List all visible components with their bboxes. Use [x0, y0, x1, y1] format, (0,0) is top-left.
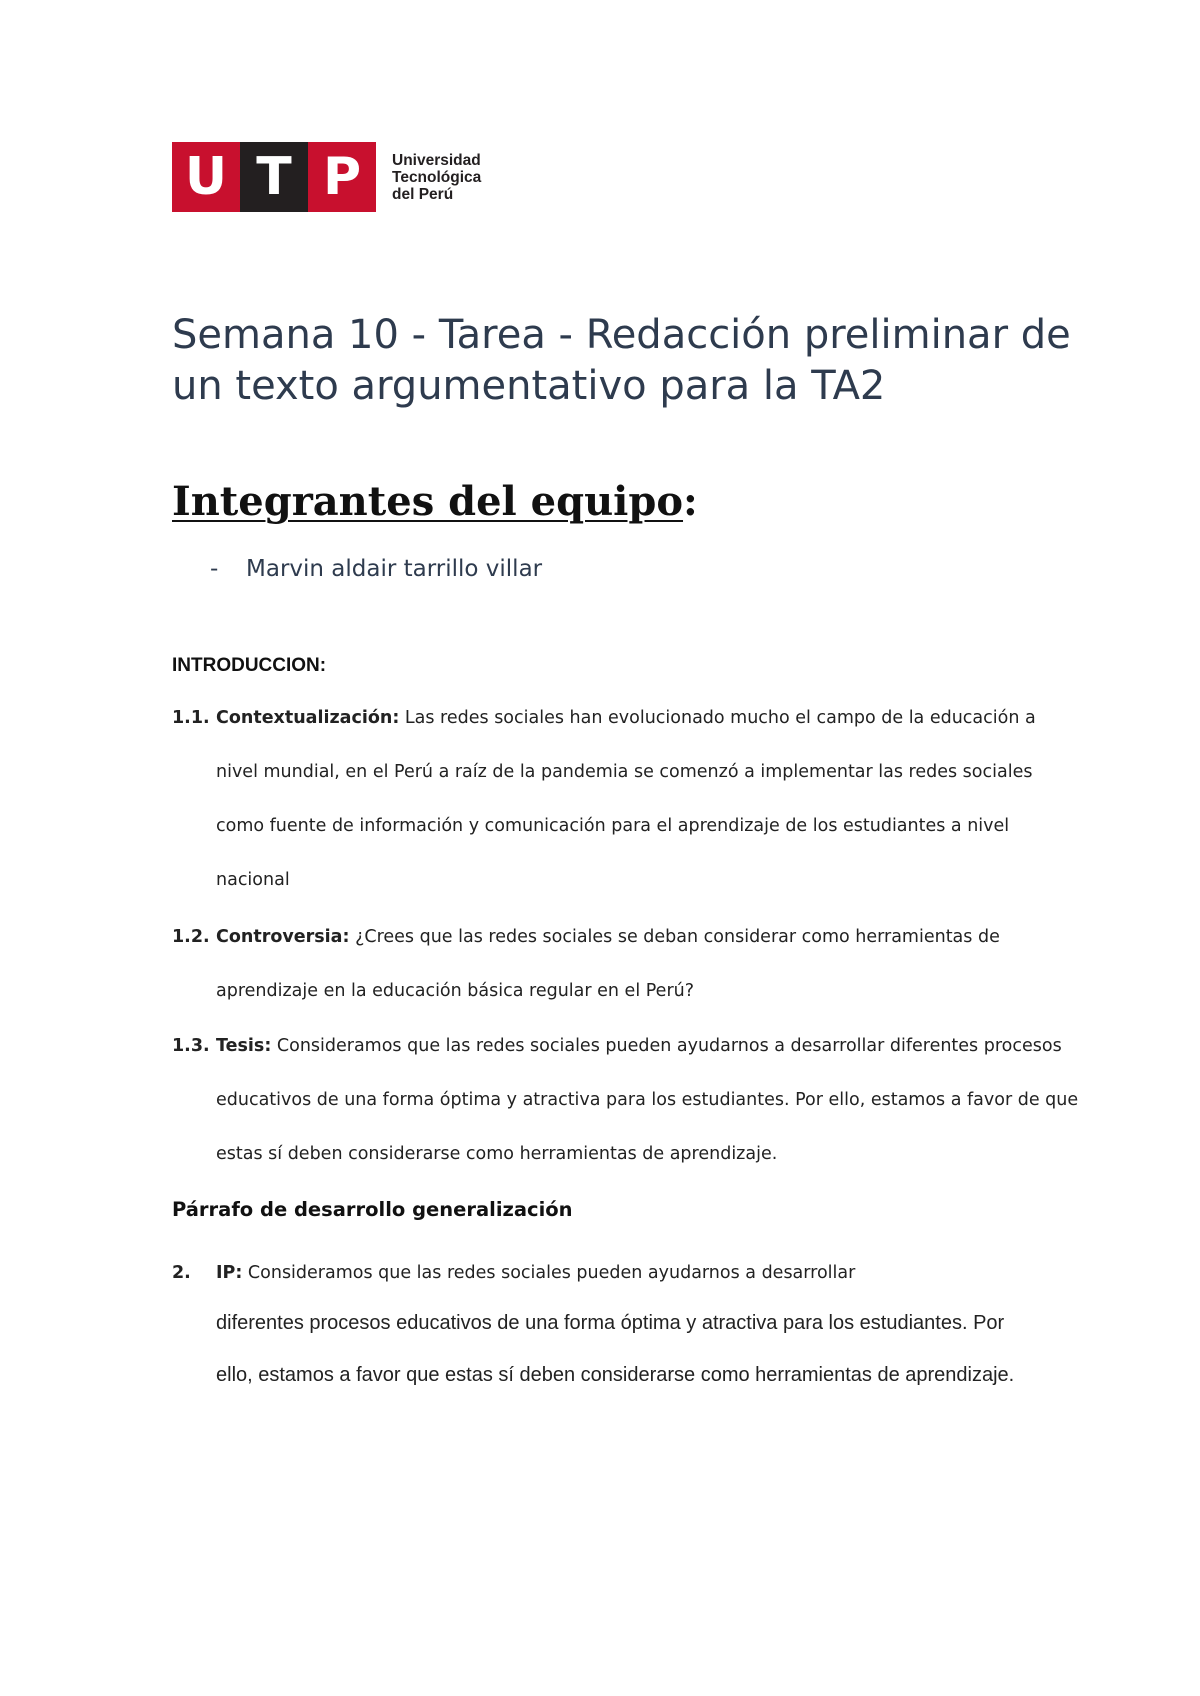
item-text: diferentes procesos educativos de una forma óptima y atractiva para los estudiantes. Por [216, 1312, 1005, 1334]
document-title: Semana 10 - Tarea - Redacción preliminar de un texto argumentativo para la TA2 [172, 312, 1071, 409]
logo-wordmark [392, 152, 481, 203]
team-heading-colon: : [683, 478, 698, 525]
item-number: 1.1. [172, 708, 210, 728]
team-member-item [210, 556, 542, 582]
item-text: educativos de una forma óptima y atractiva para los estudiantes. Por ello, estamos a favor de que [216, 1090, 1079, 1110]
item-keyword: Tesis: [216, 1036, 272, 1056]
item-text: ello, estamos a favor que estas sí deben considerarse como herramientas de aprendizaje. [216, 1364, 1015, 1386]
utp-logo [172, 142, 481, 212]
logo-letter-p: P [308, 142, 376, 212]
team-heading [172, 478, 698, 525]
logo-line-3: del Perú [392, 185, 454, 203]
intro-label: INTRODUCCION: [172, 655, 327, 676]
item-text: nivel mundial, en el Perú a raíz de la pandemia se comenzó a implementar las redes sociales [216, 762, 1033, 782]
item-text: como fuente de información y comunicación para el aprendizaje de los estudiantes a nivel [216, 816, 1010, 836]
item-text: ¿Crees que las redes sociales se deban considerar como herramientas de [355, 927, 1000, 947]
item-text: aprendizaje en la educación básica regular en el Perú? [216, 981, 695, 1001]
item-text: Consideramos que las redes sociales pueden ayudarnos a desarrollar [247, 1263, 856, 1283]
logo-letter-t: T [240, 142, 308, 212]
intro-item-tesis [172, 1031, 1132, 1193]
list-dash: - [210, 556, 219, 582]
logo-letter-u: U [172, 142, 240, 212]
team-member-name: Marvin aldair tarrillo villar [246, 556, 543, 582]
development-heading: Párrafo de desarrollo generalización [172, 1198, 573, 1221]
item-number: 1.2. [172, 927, 210, 947]
team-heading-text: Integrantes del equipo [172, 478, 684, 525]
intro-item-contextualizacion [172, 703, 1132, 919]
item-text: nacional [216, 870, 290, 890]
logo-line-1: Universidad [392, 151, 481, 169]
item-text: Consideramos que las redes sociales pueden ayudarnos a desarrollar diferentes procesos [276, 1036, 1062, 1056]
item-number: 2. [172, 1263, 191, 1283]
item-text: Las redes sociales han evolucionado mucho el campo de la educación a [404, 708, 1036, 728]
item-number: 1.3. [172, 1036, 210, 1056]
item-keyword: IP: [216, 1263, 243, 1283]
development-item-ip [172, 1258, 1132, 1412]
logo-line-2: Tecnológica [392, 168, 482, 186]
item-keyword: Controversia: [216, 927, 350, 947]
item-text: estas sí deben considerarse como herramientas de aprendizaje. [216, 1144, 778, 1164]
item-keyword: Contextualización: [216, 708, 400, 728]
intro-item-controversia [172, 922, 1132, 1030]
